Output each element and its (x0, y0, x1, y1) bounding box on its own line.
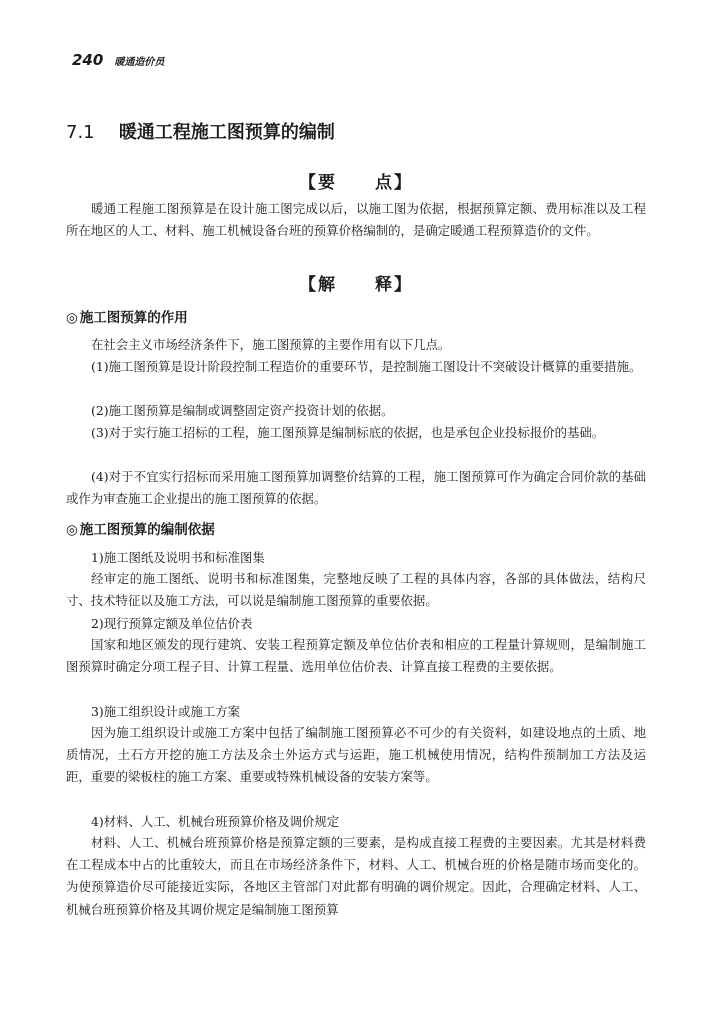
role-item: (4)对于不宜实行招标而采用施工图预算加调整价结算的工程，施工图预算可作为确定合同价款的基础或作为审查施工企业提出的施工图预算的依据。 (66, 469, 646, 507)
basis-title: 2)现行预算定额及单位估价表 (91, 616, 253, 631)
role-item: (3)对于实行施工招标的工程，施工图预算是编制标底的依据，也是承包企业投标报价的基础。 (91, 425, 605, 440)
section-number: 7.1 (66, 122, 95, 143)
basis-text: 国家和地区颁发的现行建筑、安装工程预算定额及单位估价表和相应的工程量计算规则，是编制施工图预算时确定分项工程子目、计算工程量、选用单位估价表、计算直接工程费的主要依据。 (66, 637, 646, 675)
basis-text: 经审定的施工图纸、说明书和标准图集，完整地反映了工程的具体内容，各部的具体做法，结构尺寸、技术特征以及施工方法，可以说是编制施工图预算的重要依据。 (66, 571, 646, 609)
basis-title: 3)施工组织设计或施工方案 (91, 704, 241, 719)
section-title-text: 暖通工程施工图预算的编制 (118, 122, 335, 143)
bullet-icon: ◎ (66, 310, 78, 326)
role-item: (1)施工图预算是设计阶段控制工程造价的重要环节，是控制施工图设计不突破设计概算的重要措施。 (91, 359, 642, 374)
role-intro: 在社会主义市场经济条件下，施工图预算的主要作用有以下几点。 (91, 337, 451, 352)
basis-title: 4)材料、人工、机械台班预算价格及调价规定 (91, 814, 340, 829)
running-header (72, 50, 164, 69)
explain-label: 【解 释】 (299, 275, 413, 295)
book-title: 暖通造价员 (114, 57, 165, 68)
section-title (66, 118, 335, 144)
bullet-icon: ◎ (66, 522, 78, 538)
basis-text: 材料、人工、机械台班预算价格是预算定额的三要素，是构成直接工程费的主要因素。尤其是材料费在工程成本中占的比重较大，而且在市场经济条件下，材料、人工、机械台班的价格是随市场而变化的。为使预算造价尽可能接近实际，各地区主管部门对此都有明确的调价规定。因此，合理确定材料、人工、机械台班预算价格及其调价规定是编制施工图预算 (66, 835, 646, 917)
role-item: (2)施工图预算是编制或调整固定资产投资计划的依据。 (91, 403, 394, 418)
page-number: 240 (72, 51, 104, 69)
intro-paragraph: 暖通工程施工图预算是在设计施工图完成以后，以施工图为依据，根据预算定额、费用标准以及工程所在地区的人工、材料、施工机械设备台班的预算价格编制的，是确定暖通工程预算造价的文件。 (66, 201, 646, 239)
basis-title: 1)施工图纸及说明书和标准图集 (91, 550, 265, 565)
heading-basis: ◎ 施工图预算的编制依据 (66, 522, 215, 538)
basis-text: 因为施工组织设计或施工方案中包括了编制施工图预算必不可少的有关资料，如建设地点的土质、地质情况，土石方开挖的施工方法及余土外运方式与运距，施工机械使用情况，结构件预制加工方法及运距，重要的梁板柱的施工方案、重要或特殊机械设备的安装方案等。 (66, 725, 646, 785)
heading-role: ◎ 施工图预算的作用 (66, 310, 188, 326)
key-points-label: 【要 点】 (299, 173, 413, 193)
